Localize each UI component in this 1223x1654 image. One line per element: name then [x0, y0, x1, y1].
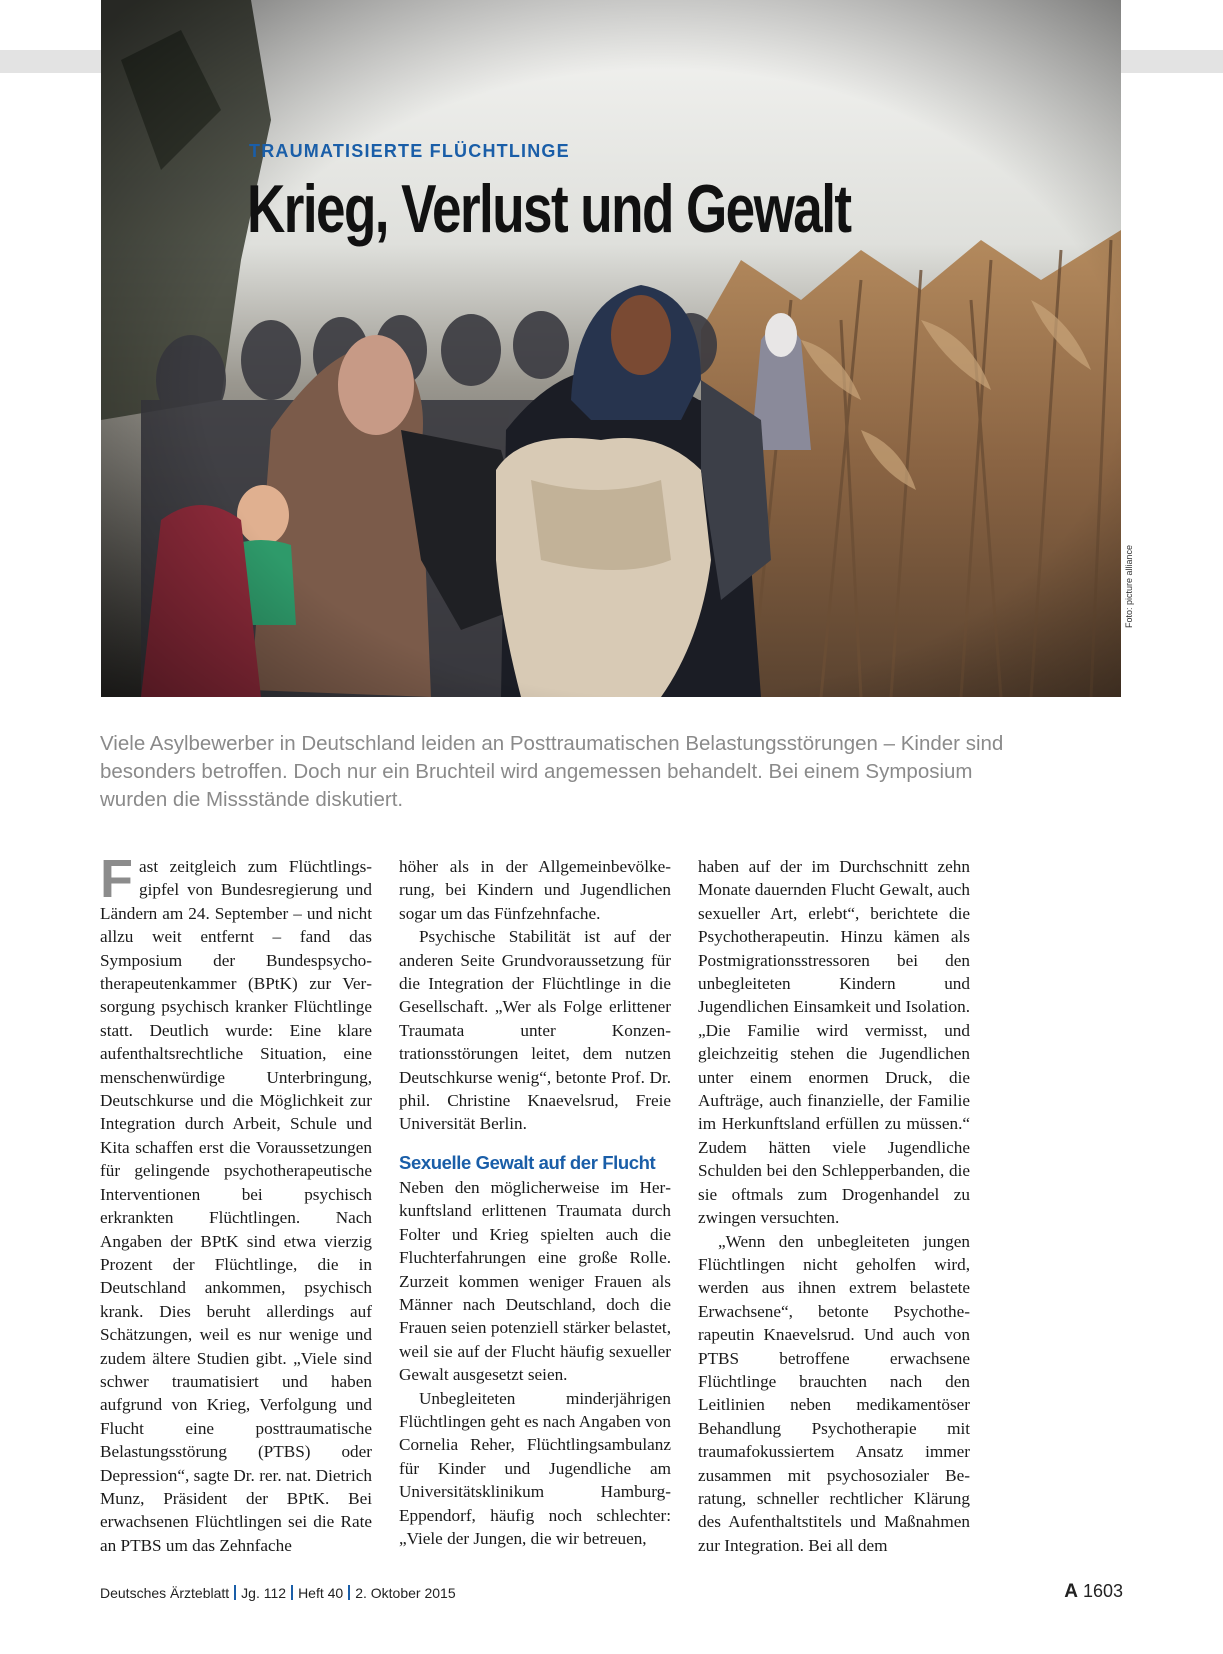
top-band-left — [0, 50, 101, 73]
paragraph: Unbegleiteten minderjährigen Flüchtlingen geht es nach Angaben von Cornelia Reher, Flüchtlingsambulanz für Kinder und Jugendliche am Universitätsklinikum Hamburg-Eppendorf, häufig noch schlechter: „Viele der Jungen, die wir betreuen, — [399, 1388, 671, 1548]
page-number-value: 1603 — [1082, 1581, 1123, 1601]
volume: Jg. 112 — [241, 1585, 287, 1601]
hero-photo — [101, 0, 1121, 697]
issue-date: 2. Oktober 2015 — [355, 1585, 456, 1601]
issue: Heft 40 — [298, 1585, 344, 1601]
paragraph-text: ast zeitgleich zum Flüchtlingsgipfel von Bundesregierung und Ländern am 24. September – und nicht allzu weit entfernt – fand das Symposium der Bundespsychotherapeutenkammer (BPtK) zur Versorgung psychisch kranker Flüchtlinge statt. Deutlich wurde: Eine klare aufenthaltsrechtliche Situation, eine menschenwürdige Unterbringung, Deutschkurse und die Möglichkeit zur Integration durch Arbeit, Schule und Kita schaffen erst die Voraussetzungen für gelingende psychotherapeutische Interventionen bei psychisch erkrankten Flüchtlingen. Nach Angaben der BPtK sind etwa vierzig Prozent der Flüchtlinge, die in Deutschland ankommen, psychisch krank. Dies beruht allerdings auf Schätzungen, weil es nur wenige und zudem ältere Studien gibt. „Viele sind schwer traumatisiert und haben aufgrund von Krieg, Verfolgung und Flucht eine posttraumatische Belastungsstörung (PTBS) oder Depression“, sagte Dr. rer. nat. Dietrich Munz, Präsident der BPtK. Bei erwachsenen Flüchtlingen sei die Rate an PTBS um das Zehnfache — [100, 857, 372, 1555]
page-number — [1064, 1581, 1123, 1603]
column-3 — [698, 855, 970, 1557]
kicker: TRAUMATISIERTE FLÜCHTLINGE — [249, 141, 570, 161]
paragraph: höher als in der Allgemeinbevölkerung, bei Kindern und Jugendlichen sogar um das Fünfzehnfache. — [399, 857, 671, 923]
section-subhead: Sexuelle Gewalt auf der Flucht — [399, 1151, 656, 1173]
paragraph: haben auf der im Durchschnitt zehn Monate dauernden Flucht Gewalt, auch sexueller Art, erlebt“, berichtete die Psychotherapeutin. Hinzu kämen als Postmigrationsstressoren bei den unbegleiteten Kindern und Jugendlichen Einsamkeit und Isolation. „Die Familie wird vermisst, und gleichzeitig stehen die Jugendlichen unter einem enormen Druck, die Aufträge, auch finanzielle, der Familie im Herkunftsland erfüllen zu müssen.“ Zudem hätten viele Jugendliche Schulden bei den Schlepperbanden, die sie oftmals zum Drogenhandel zu zwingen versuchten. — [698, 857, 970, 1228]
column-2 — [399, 855, 671, 1550]
dropcap: F — [100, 849, 133, 909]
footer-separator — [234, 1585, 236, 1600]
photo-credit: Foto: picture alliance — [1124, 544, 1134, 628]
paragraph: Neben den möglicherweise im Herkunftsland erlittenen Traumata durch Folter und Krieg spielten auch die Fluchterfahrungen eine große Rolle. Zurzeit kommen weniger Frauen als Männer nach Deutschland, doch die Frauen seien potenziell stärker belastet, weil sie auf der Flucht häufig sexueller Gewalt ausgesetzt seien. — [399, 1177, 671, 1385]
paragraph: Psychische Stabilität ist auf der anderen Seite Grundvoraussetzung für die Integration der Flüchtlinge in die Gesellschaft. „Wer als Folge erlittener Traumata unter Konzentrationsstörungen leitet, dem nutzen Deutschkurse wenig“, betonte Prof. Dr. phil. Christine Knaevelsrud, Freie Universität Berlin. — [399, 927, 671, 1134]
page-prefix: A — [1064, 1581, 1078, 1602]
journal-name: Deutsches Ärzteblatt — [100, 1585, 230, 1601]
lead-paragraph: Viele Asylbewerber in Deutschland leiden an Posttraumatischen Belastungsstörungen – Kinder sind besonders betroffen. Doch nur ein Bruchteil wird angemessen behandelt. Bei einem Symposium wurden die Missstände diskutiert. — [100, 732, 1004, 811]
top-band-right — [1121, 50, 1223, 73]
footer-separator — [291, 1585, 293, 1600]
paragraph: „Wenn den unbegleiteten jungen Flüchtlingen nicht geholfen wird, werden aus ihnen extrem belastete Erwachsene“, betonte Psychotherapeutin Knaevelsrud. Und auch von PTBS betroffene erwachsene Flüchtlinge brauchten nach den Leitlinien neben medikamentöser Behandlung Psychotherapie mit traumafokussiertem Ansatz immer zusammen mit psychosozialer Beratung, schneller rechtlicher Klärung des Aufenthaltstitels und Maßnahmen zur Integration. Bei all dem — [698, 1231, 970, 1555]
footer — [100, 1585, 456, 1601]
footer-separator — [348, 1585, 350, 1600]
column-1 — [100, 849, 372, 1557]
paragraph — [100, 849, 372, 1557]
page-title: Krieg, Verlust und Gewalt — [247, 171, 851, 247]
